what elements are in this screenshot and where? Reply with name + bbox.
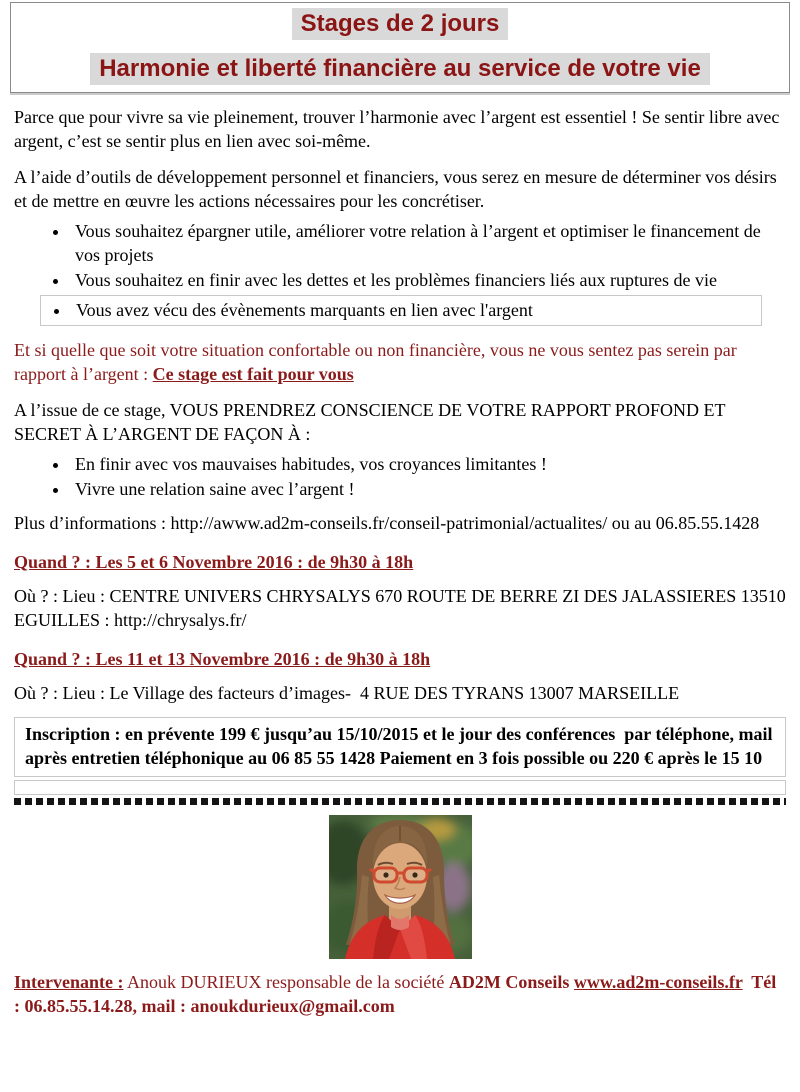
- session2-when: Quand ? : Les 11 et 13 Novembre 2016 : de 9h30 à 18h: [14, 649, 431, 669]
- list-item-motivation-3: • Vous avez vécu des évènements marquants en lien avec l'argent: [71, 298, 761, 322]
- footer-text-2: Tél : 06.85.55.14.28, mail : anoukdurieux@gmail.com: [14, 972, 781, 1016]
- outcome-list: [14, 452, 786, 501]
- info-suffix: ou au 06.85.55.1428: [607, 513, 760, 533]
- dotted-divider: [14, 798, 786, 805]
- footer-contact: [14, 970, 786, 1018]
- intro-paragraph-1: Parce que pour vivre sa vie pleinement, trouver l’harmonie avec l’argent est essentiel ! Se sentir libre avec argent, c’est se sentir plus en lien avec soi-même.: [14, 107, 780, 151]
- info-label: Plus d’informations :: [14, 513, 171, 533]
- footer-text-1: Anouk DURIEUX responsable de la société: [123, 972, 449, 992]
- footer-website-link[interactable]: www.ad2m-conseils.fr: [573, 972, 743, 992]
- pitch-cta: Ce stage est fait pour vous: [152, 364, 354, 384]
- flyer-body: [0, 105, 800, 1018]
- list-item-outcome-1: • En finir avec vos mauvaises habitudes, vos croyances limitantes !: [70, 452, 786, 476]
- page-title: Stages de 2 jours: [292, 8, 509, 40]
- highlighted-bullet-box: [40, 295, 762, 326]
- portrait-photo: [329, 815, 472, 959]
- pitch-text: Et si quelle que soit votre situation confortable ou non financière, vous ne vous sentez pas serein par rapport à l’argent :: [14, 340, 737, 384]
- title-line-2: [11, 53, 789, 85]
- empty-box: [14, 780, 786, 795]
- outcome-intro: A l’issue de ce stage, VOUS PRENDREZ CONSCIENCE DE VOTRE RAPPORT PROFOND ET SECRET À L’ARGENT DE FAÇON À :: [14, 400, 726, 444]
- footer-role-label: Intervenante :: [14, 972, 124, 992]
- pitch-paragraph: [14, 338, 786, 386]
- session1-when: Quand ? : Les 5 et 6 Novembre 2016 : de 9h30 à 18h: [14, 552, 414, 572]
- header-box: [10, 2, 790, 93]
- info-url: http://awww.ad2m-conseils.fr/conseil-patrimonial/actualites/: [170, 513, 608, 533]
- photo-container: [14, 815, 786, 959]
- highlighted-bullet-list: [41, 298, 761, 322]
- list-item-outcome-2: • Vivre une relation saine avec l’argent !: [70, 477, 786, 501]
- footer-company: AD2M Conseils: [448, 972, 574, 992]
- motivation-list: [14, 219, 786, 292]
- session1-where: Où ? : Lieu : CENTRE UNIVERS CHRYSALYS 670 ROUTE DE BERRE ZI DES JALASSIERES 13510 EGUILLES : http://chrysalys.fr/: [14, 586, 786, 630]
- title-line-1: [11, 8, 789, 40]
- page-subtitle: Harmonie et liberté financière au service de votre vie: [90, 53, 710, 85]
- list-item-motivation-1: • Vous souhaitez épargner utile, améliorer votre relation à l’argent et optimiser le financement de vos projets: [70, 219, 786, 267]
- session2-where: Où ? : Lieu : Le Village des facteurs d’images- 4 RUE DES TYRANS 13007 MARSEILLE: [14, 683, 680, 703]
- info-paragraph: [14, 511, 786, 535]
- intro-paragraph-2: A l’aide d’outils de développement personnel et financiers, vous serez en mesure de déterminer vos désirs et de mettre en œuvre les actions nécessaires pour les concrétiser.: [14, 167, 777, 211]
- inscription-box: Inscription : en prévente 199 € jusqu’au 15/10/2015 et le jour des conférences par téléphone, mail après entretien téléphonique au 06 85 55 1428 Paiement en 3 fois possible ou 220 € après le 15 10: [14, 717, 786, 777]
- list-item-motivation-2: • Vous souhaitez en finir avec les dettes et les problèmes financiers liés aux ruptures de vie: [70, 268, 786, 292]
